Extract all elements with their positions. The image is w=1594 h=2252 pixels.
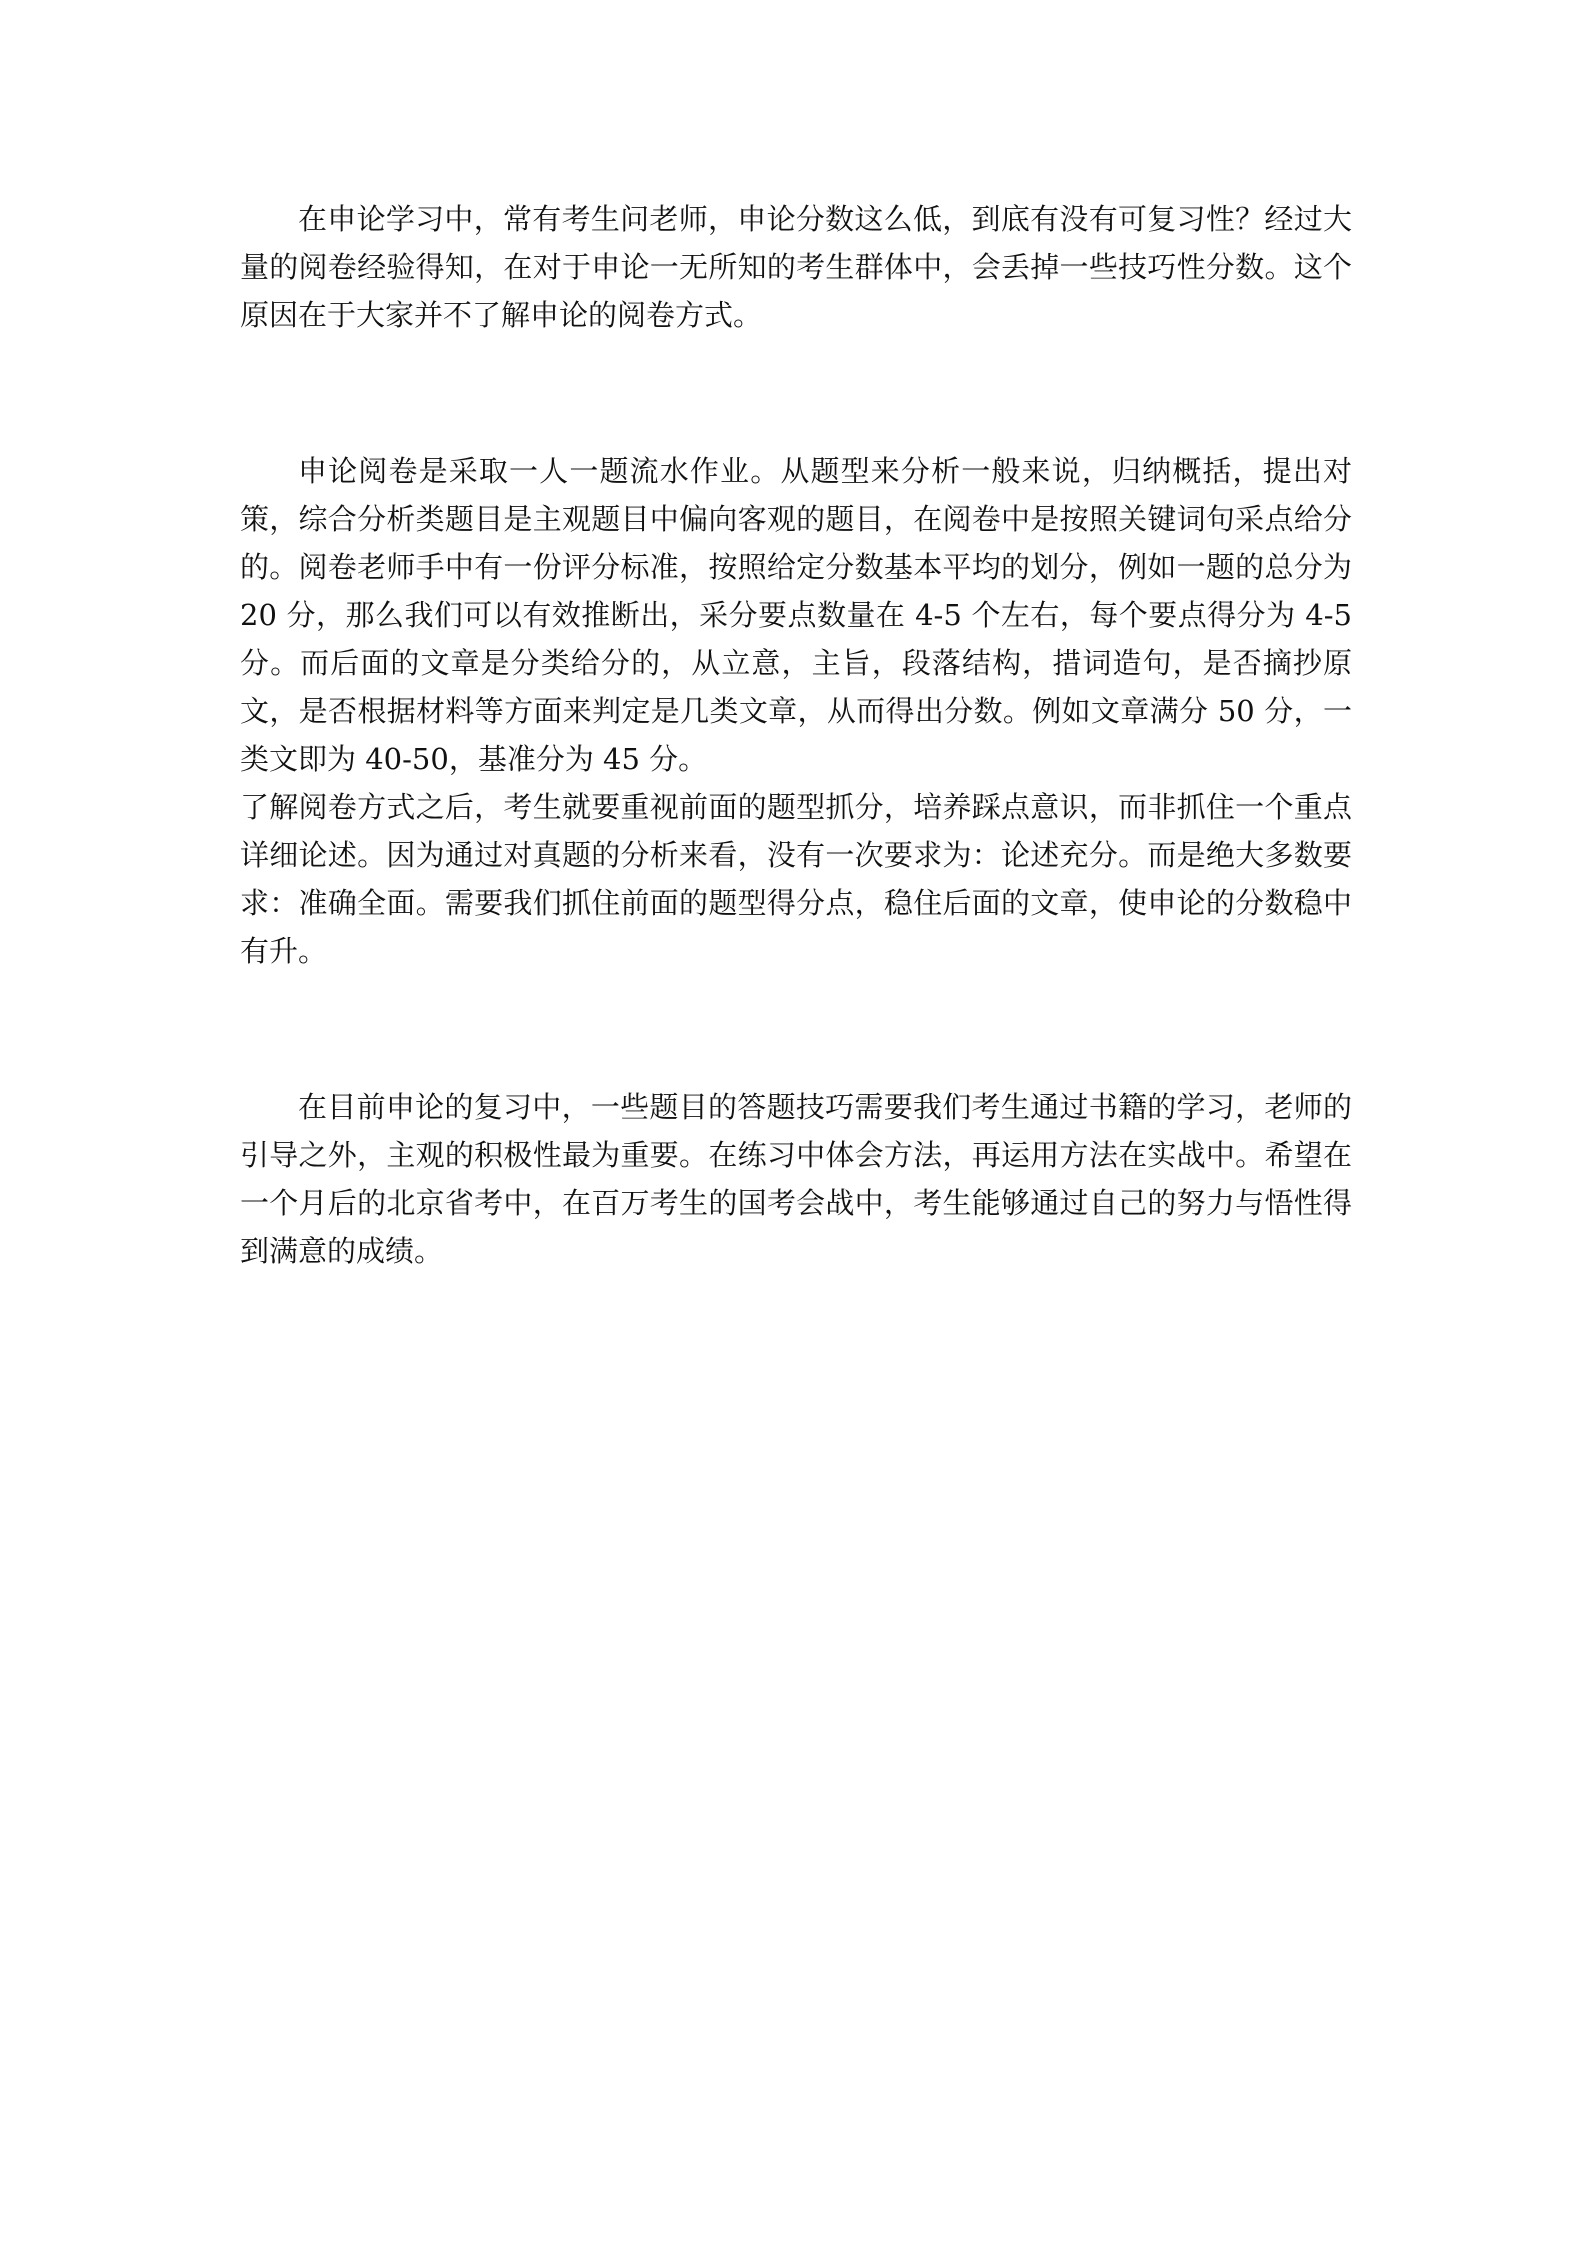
document-body: [240, 195, 1352, 1275]
paragraph-grading-method: 申论阅卷是采取一人一题流水作业。从题型来分析一般来说，归纳概括，提出对策，综合分析类题目是主观题目中偏向客观的题目，在阅卷中是按照关键词句采点给分的。阅卷老师手中有一份评分标准，按照给定分数基本平均的划分，例如一题的总分为 20 分，那么我们可以有效推断出，采分要点数量在 4-5 个左右，每个要点得分为 4-5 分。而后面的文章是分类给分的，从立意，主旨，段落结构，措词造句，是否摘抄原文，是否根据材料等方面来判定是几类文章，从而得出分数。例如文章满分 50 分，一类文即为 40-50，基准分为 45 分。: [240, 454, 1352, 776]
paragraph-intro: 在申论学习中，常有考生问老师，申论分数这么低，到底有没有可复习性？经过大量的阅卷经验得知，在对于申论一无所知的考生群体中，会丢掉一些技巧性分数。这个原因在于大家并不了解申论的阅卷方式。: [240, 202, 1352, 332]
paragraph-strategy: 了解阅卷方式之后，考生就要重视前面的题型抓分，培养踩点意识，而非抓住一个重点详细论述。因为通过对真题的分析来看，没有一次要求为：论述充分。而是绝大多数要求：准确全面。需要我们抓住前面的题型得分点，稳住后面的文章，使申论的分数稳中有升。: [240, 790, 1352, 968]
paragraph-conclusion: 在目前申论的复习中，一些题目的答题技巧需要我们考生通过书籍的学习，老师的引导之外，主观的积极性最为重要。在练习中体会方法，再运用方法在实战中。希望在一个月后的北京省考中，在百万考生的国考会战中，考生能够通过自己的努力与悟性得到满意的成绩。: [240, 1090, 1352, 1268]
paragraph-spacer: [240, 339, 1352, 447]
paragraph-spacer: [240, 975, 1352, 1083]
